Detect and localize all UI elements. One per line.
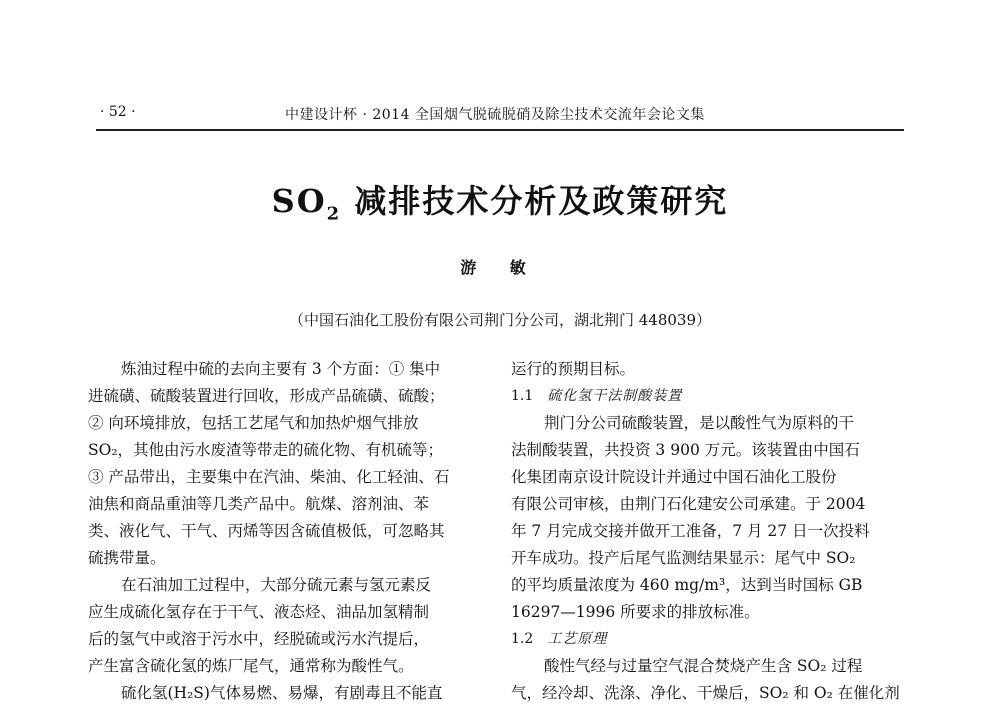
article-title: [0, 176, 1000, 224]
left-column: [88, 356, 480, 707]
body-line: 的平均质量浓度为 460 mg/m³，达到当时国标 GB: [511, 576, 863, 594]
body-line: 进硫磺、硫酸装置进行回收，形成产品硫磺、硫酸；: [88, 387, 445, 405]
section-title: 工艺原理: [547, 631, 608, 647]
author-name: 游 敏: [460, 258, 540, 277]
page-number: · 52 ·: [100, 104, 136, 120]
section-number: 1.2: [511, 631, 534, 647]
body-line: 类、液化气、干气、丙烯等因含硫值极低，可忽略其: [88, 522, 445, 540]
running-header-title: 中建设计杯 · 2014 全国烟气脱硫脱硝及除尘技术交流年会论文集: [285, 107, 705, 123]
body-line: 荆门分公司硫酸装置，是以酸性气为原料的干: [544, 414, 855, 432]
body-line: 开车成功。投产后尾气监测结果显示：尾气中 SO₂: [511, 549, 856, 567]
author-affiliation: （中国石油化工股份有限公司荆门分公司，湖北荆门 448039）: [288, 311, 712, 329]
body-line: 产生富含硫化氢的炼厂尾气，通常称为酸性气。: [88, 657, 414, 675]
body-line: 运行的预期目标。: [511, 360, 636, 378]
body-line: 在石油加工过程中，大部分硫元素与氢元素反: [121, 576, 432, 594]
section-heading-1-2: [511, 626, 904, 653]
header-rule: [96, 129, 904, 131]
section-number: 1.1: [511, 388, 534, 404]
body-line: 炼油过程中硫的去向主要有 3 个方面：① 集中: [121, 360, 441, 378]
body-line: 后的氢气中或溶于污水中，经脱硫或污水汽提后，: [88, 630, 430, 648]
section-title: 硫化氢干法制酸装置: [547, 388, 683, 404]
body-line: 油焦和商品重油等几类产品中。航煤、溶剂油、苯: [88, 495, 430, 513]
body-line: SO₂，其他由污水废渣等带走的硫化物、有机硫等；: [88, 441, 444, 459]
title-text: 减排技术分析及政策研究: [341, 182, 729, 220]
body-line: 年 7 月完成交接并做开工准备，7 月 27 日一次投料: [511, 522, 870, 540]
body-line: 硫化氢(H₂S)气体易燃、易爆，有剧毒且不能直: [121, 684, 443, 702]
body-line: 化集团南京设计院设计并通过中国石油化工股份: [511, 468, 837, 486]
body-line: 气，经冷却、洗涤、净化、干燥后，SO₂ 和 O₂ 在催化剂: [511, 684, 900, 702]
body-line: ② 向环境排放，包括工艺尾气和加热炉烟气排放: [88, 414, 419, 432]
body-line: 16297—1996 所要求的排放标准。: [511, 603, 760, 621]
section-heading-1-1: [511, 383, 904, 410]
title-subscript: 2: [326, 203, 342, 225]
body-line: ③ 产品带出，主要集中在汽油、柴油、化工轻油、石: [88, 468, 450, 486]
body-line: 法制酸装置，共投资 3 900 万元。该装置由中国石: [511, 441, 860, 459]
title-formula: SO: [271, 182, 327, 220]
body-line: 应生成硫化氢存在于干气、液态烃、油品加氢精制: [88, 603, 430, 621]
body-line: 有限公司审核，由荆门石化建安公司承建。于 2004: [511, 495, 866, 513]
right-column: [511, 356, 904, 707]
body-line: 硫携带量。: [88, 549, 166, 567]
body-line: 酸性气经与过量空气混合焚烧产生含 SO₂ 过程: [544, 657, 863, 675]
